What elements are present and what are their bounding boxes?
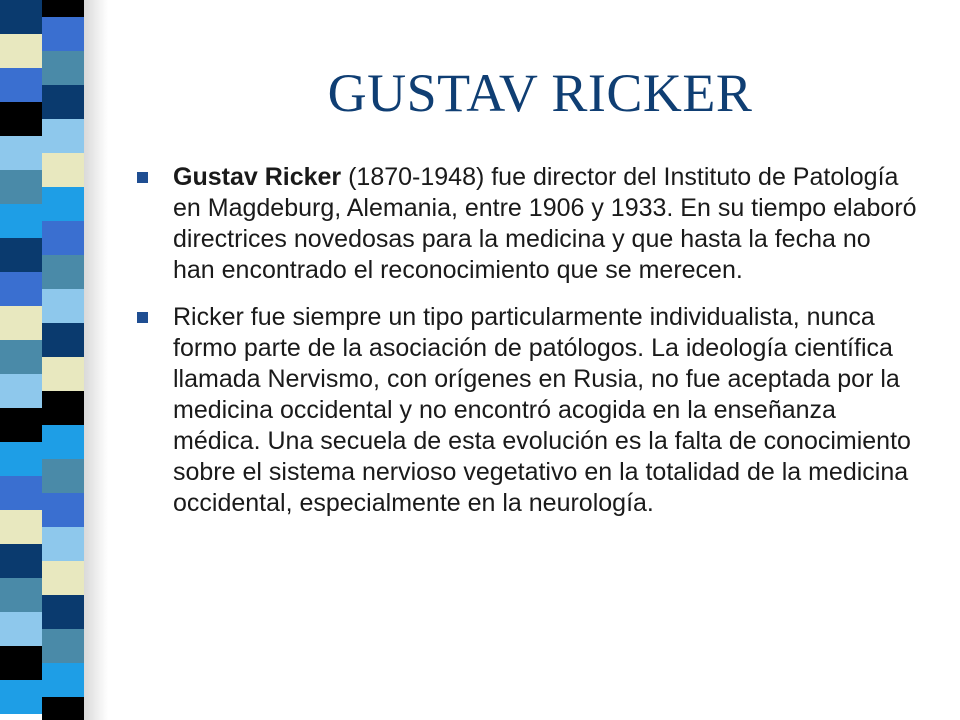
stripe-block <box>42 17 84 51</box>
stripe-block <box>42 119 84 153</box>
bullet-item-1 <box>133 162 918 286</box>
stripe-block <box>42 629 84 663</box>
stripe-block <box>0 68 42 102</box>
stripe-block <box>0 238 42 272</box>
square-bullet-icon <box>137 172 148 183</box>
stripe-block <box>0 272 42 306</box>
bullet-list <box>133 162 918 519</box>
stripe-block <box>42 221 84 255</box>
bullet-item-2 <box>133 302 918 519</box>
stripe-block <box>42 391 84 425</box>
stripe-block <box>0 408 42 442</box>
stripe-block <box>42 459 84 493</box>
stripe-block <box>42 527 84 561</box>
stripe-block <box>42 425 84 459</box>
stripe-block <box>42 323 84 357</box>
bullet-text: (1870-1948) fue director del Instituto de Patología en Magdeburg, Alemania, entre 1906 y 1933. En su tiempo elaboró directrices novedosas para la medicina y que hasta la fecha no han encontrado el reconocimiento que se merecen. <box>173 163 917 284</box>
stripe-block <box>42 153 84 187</box>
stripe-block <box>42 493 84 527</box>
stripe-block <box>0 204 42 238</box>
stripe-block <box>0 646 42 680</box>
stripe-block <box>0 0 42 34</box>
slide-title: GUSTAV RICKER <box>327 63 753 123</box>
bullet-bold-lead: Gustav Ricker <box>173 163 342 191</box>
stripe-block <box>42 357 84 391</box>
stripe-block <box>0 34 42 68</box>
stripe-shadow <box>84 0 108 720</box>
decorative-stripe-bar <box>0 0 110 720</box>
stripe-block <box>0 476 42 510</box>
stripe-block <box>0 306 42 340</box>
stripe-block <box>0 544 42 578</box>
stripe-block <box>0 612 42 646</box>
stripe-block <box>42 85 84 119</box>
stripe-column <box>0 0 84 720</box>
stripe-block <box>0 340 42 374</box>
stripe-block <box>0 136 42 170</box>
square-bullet-icon <box>137 312 148 323</box>
stripe-block <box>42 51 84 85</box>
stripe-block <box>42 595 84 629</box>
stripe-block <box>0 442 42 476</box>
stripe-block <box>42 255 84 289</box>
stripe-block <box>0 510 42 544</box>
stripe-block <box>42 0 84 17</box>
stripe-block <box>42 663 84 697</box>
stripe-block <box>42 187 84 221</box>
stripe-block <box>42 697 84 720</box>
stripe-block <box>0 680 42 714</box>
stripe-block <box>0 374 42 408</box>
stripe-block <box>0 578 42 612</box>
stripe-block <box>42 561 84 595</box>
stripe-block <box>0 102 42 136</box>
stripe-block <box>42 289 84 323</box>
stripe-block <box>0 170 42 204</box>
bullet-text: Ricker fue siempre un tipo particularmente individualista, nunca formo parte de la asociación de patólogos. La ideología científica llamada Nervismo, con orígenes en Rusia, no fue aceptada por la medicina occidental y no encontró acogida en la enseñanza médica. Una secuela de esta evolución es la falta de conocimiento sobre el sistema nervioso vegetativo en la totalidad de la medicina occidental, especialmente en la neurología. <box>173 303 911 517</box>
